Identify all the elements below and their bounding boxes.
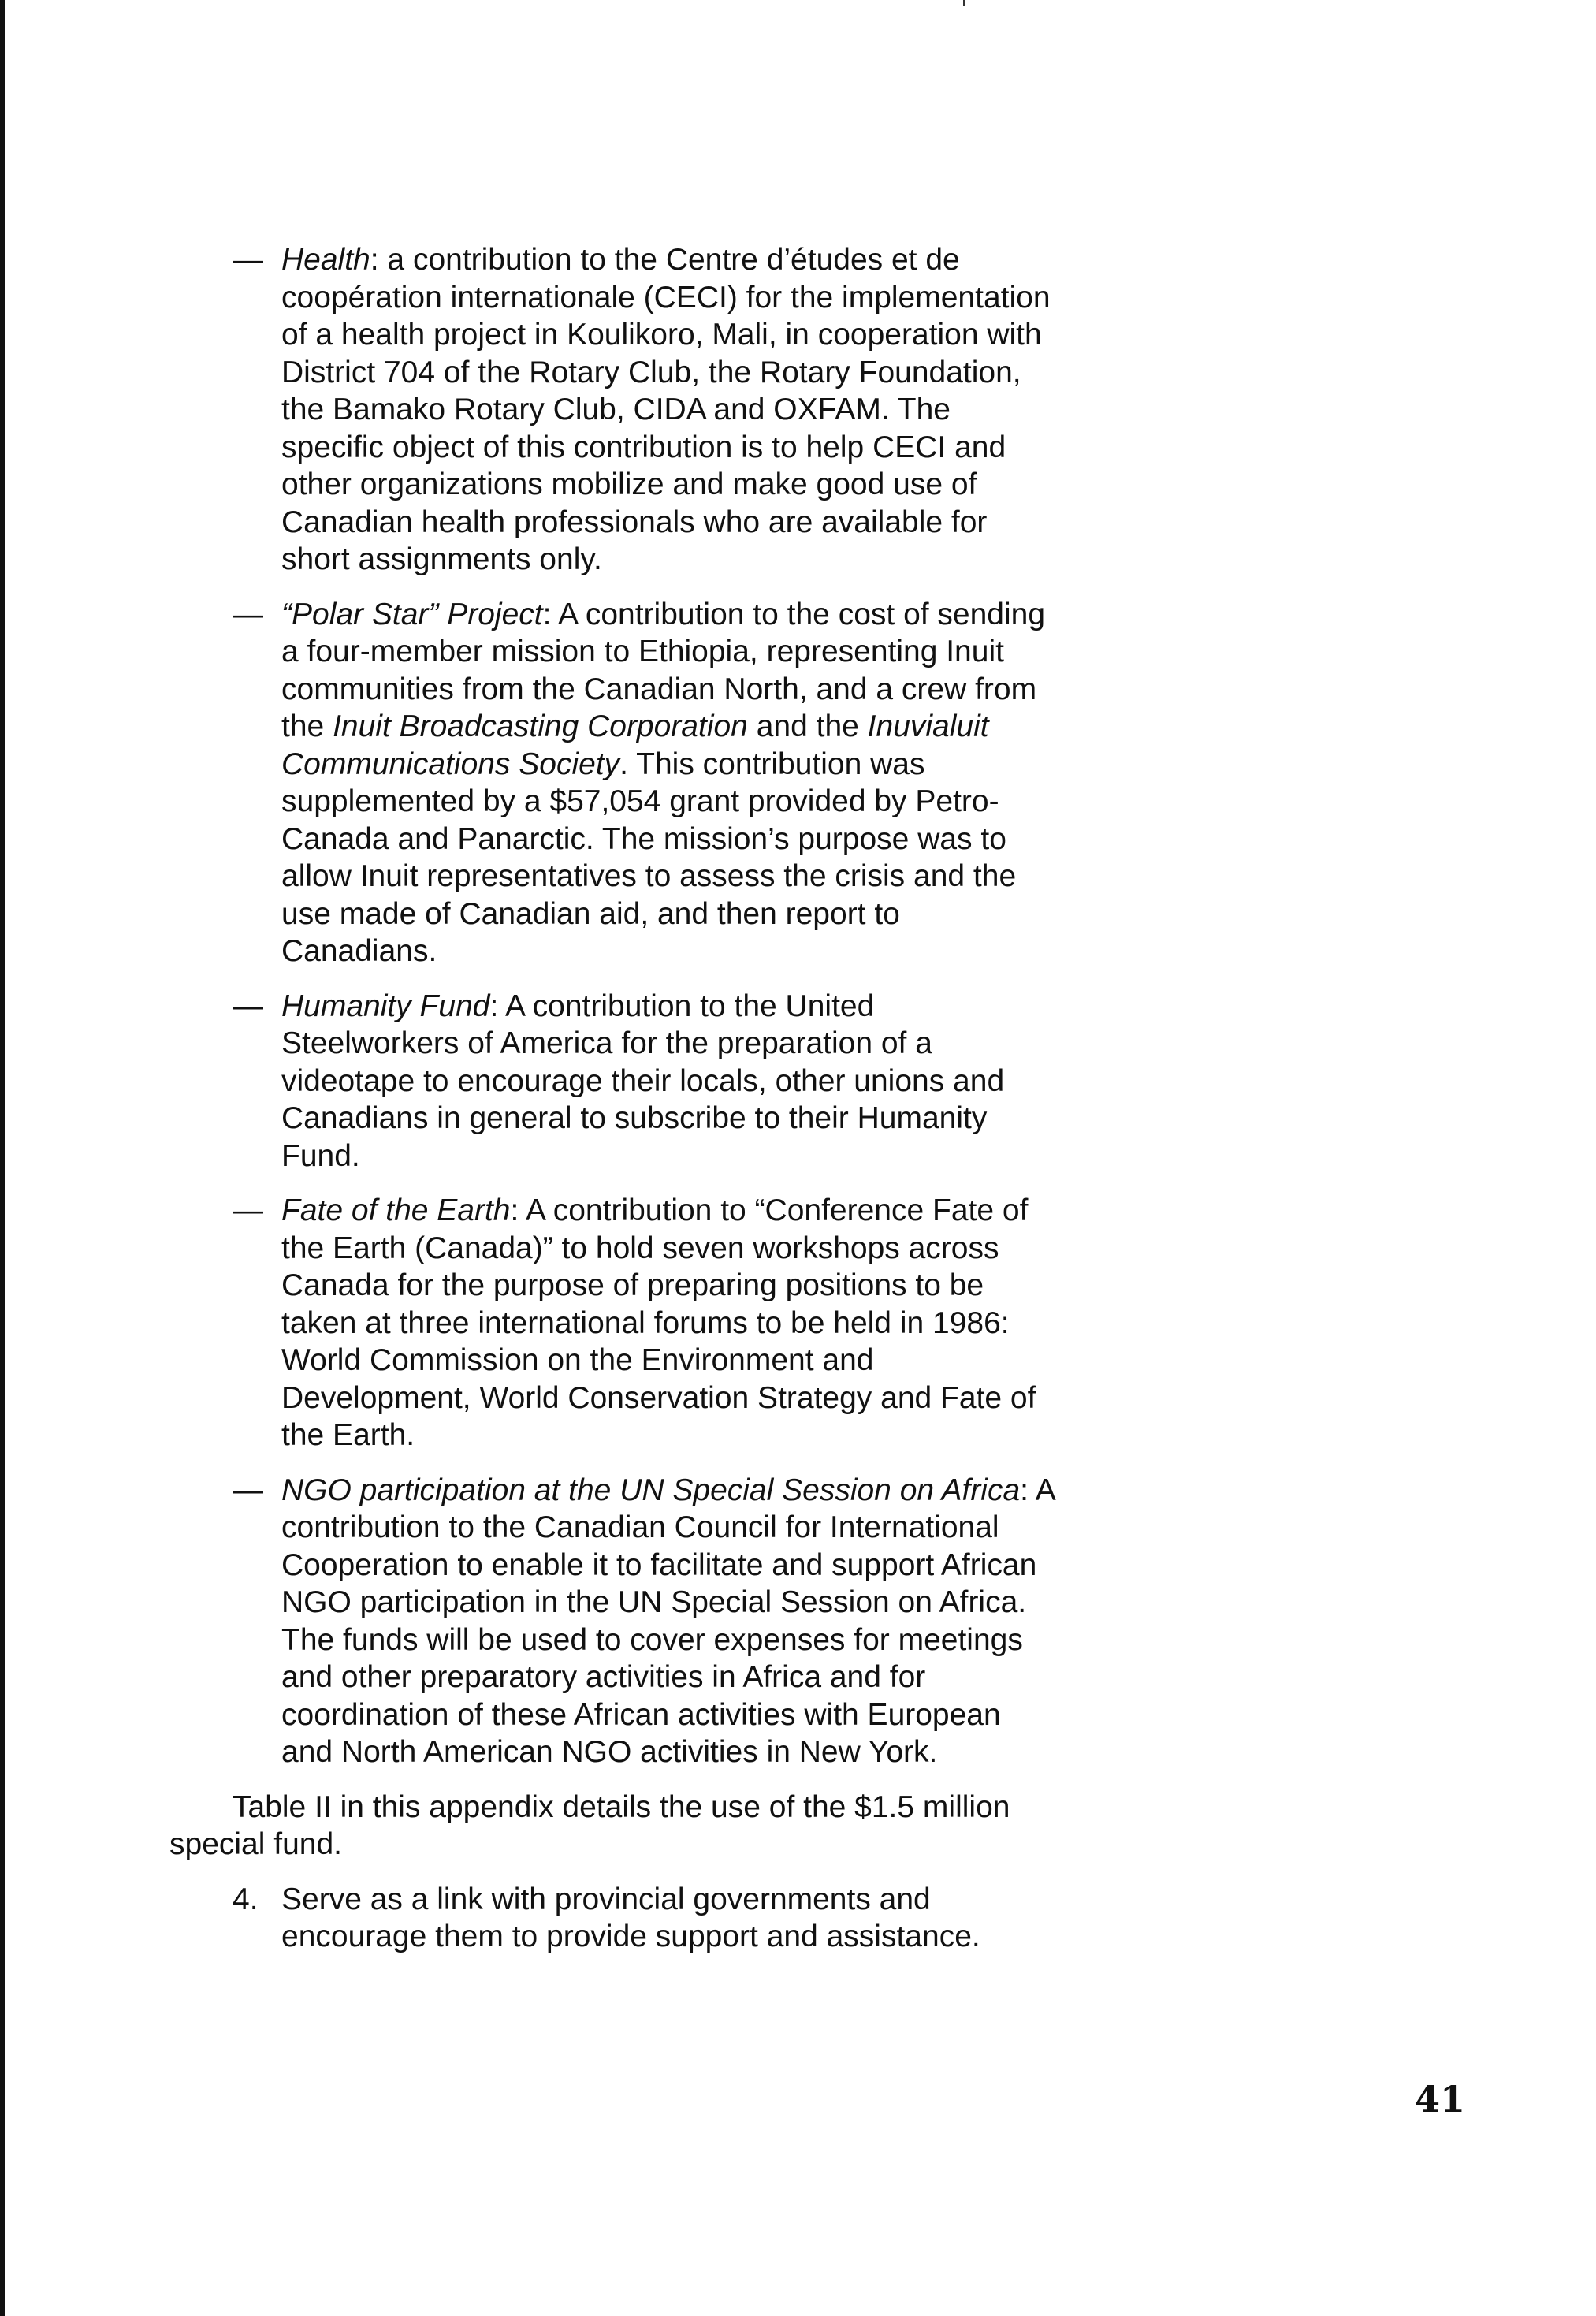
- item-body: A contribution to the Canadian Council for International Cooperation to enable it to facilitate and support African NGO participation in the UN Special Session on Africa. The funds will be used to cover expenses for meetings and other preparatory activities in Africa and for coordination of these African activities with European and North American NGO activities in New York.: [281, 1473, 1055, 1769]
- page-number: 41: [1415, 2078, 1466, 2121]
- list-item: [169, 1192, 1060, 1454]
- scan-edge: [0, 0, 5, 2316]
- list-item-text: [281, 1472, 1060, 1771]
- list-item-text: [281, 241, 1060, 579]
- term-separator: :: [489, 989, 499, 1023]
- organization-name: Inuit Broadcasting Corporation: [333, 709, 748, 743]
- dash-marker: —: [233, 989, 263, 1023]
- list-item-text: [281, 988, 1060, 1175]
- item-body: A contribution to “Conference Fate of the Earth (Canada)” to hold seven workshops across Canada for the purpose of preparing positions to be taken at three international forums to be held in 1986: World Commission on the Environment and Development, World Conservation Strategy and Fate of the Earth.: [281, 1193, 1036, 1452]
- item-body: and the: [747, 709, 868, 743]
- item-term: Health: [281, 243, 370, 277]
- dash-marker: —: [233, 1193, 263, 1227]
- dash-marker: —: [233, 1473, 263, 1507]
- list-item-text: [281, 1192, 1060, 1454]
- item-term: Humanity Fund: [281, 989, 490, 1023]
- numbered-item: [169, 1881, 1060, 1956]
- item-term: NGO participation at the UN Special Session on Africa: [281, 1473, 1021, 1507]
- numbered-item-text: Serve as a link with provincial governments and encourage them to provide support and assistance.: [281, 1882, 980, 1953]
- dash-marker: —: [233, 243, 263, 277]
- item-body: . This contribution was supplemented by a $57,054 grant provided by Petro-Canada and Panarctic. The mission’s purpose was to allow Inuit representatives to assess the crisis and the use made of Canadian aid, and then report to Canadians.: [281, 747, 1017, 968]
- term-separator: :: [510, 1193, 519, 1227]
- term-separator: :: [1020, 1473, 1029, 1507]
- organization-name: Inuvialuit Communications Society: [281, 709, 989, 781]
- item-term: “Polar Star” Project: [281, 597, 543, 631]
- closing-paragraph: Table II in this appendix details the use of the $1.5 million special fund.: [169, 1789, 1010, 1861]
- term-separator: :: [370, 243, 379, 277]
- list-item-text: [281, 596, 1060, 970]
- dash-marker: —: [233, 597, 263, 631]
- list-item: [169, 596, 1060, 970]
- item-number: 4.: [233, 1882, 259, 1916]
- page-body: [169, 241, 1060, 1956]
- scan-mark: [963, 0, 965, 6]
- list-item: [169, 1472, 1060, 1771]
- list-item: [169, 988, 1060, 1175]
- list-item: [169, 241, 1060, 579]
- item-body: A contribution to the cost of sending a four-member mission to Ethiopia, representing Inuit communities from the Canadian North, and a crew from the: [281, 597, 1046, 743]
- item-term: Fate of the Earth: [281, 1193, 511, 1227]
- item-body: A contribution to the United Steelworkers of America for the preparation of a videotape to encourage their locals, other unions and Canadians in general to subscribe to their Humanity Fund.: [281, 989, 1005, 1173]
- term-separator: :: [542, 597, 552, 631]
- item-body: a contribution to the Centre d’études et de coopération internationale (CECI) for the implementation of a health project in Koulikoro, Mali, in cooperation with District 704 of the Rotary Club, the Rotary Foundation, the Bamako Rotary Club, CIDA and OXFAM. The specific object of this contribution is to help CECI and other organizations mobilize and make good use of Canadian health professionals who are available for short assignments only.: [281, 243, 1051, 576]
